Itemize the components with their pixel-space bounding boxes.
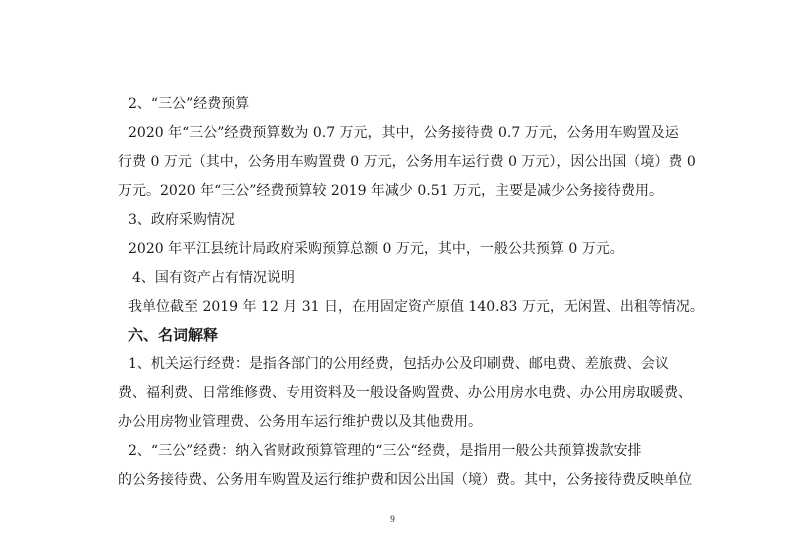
paragraph-line: 我单位截至 2019 年 12 月 31 日，在用固定资产原值 140.83 万元，无闲置、出租等情况。 [128,299,704,315]
paragraph-line: 万元。2020 年“三公”经费预算较 2019 年减少 0.51 万元，主要是减少公务接待费用。 [118,183,663,199]
paragraph-line: 2020 年平江县统计局政府采购预算总额 0 万元，其中，一般公共预算 0 万元。 [128,241,624,257]
paragraph-line: 2、“三公”经费：纳入省财政预算管理的“三公“经费，是指用一般公共预算拨款安排 [128,443,642,459]
heading-sangong-budget: 2、“三公”经费预算 [128,96,250,112]
paragraph-line: 的公务接待费、公务用车购置及运行维护费和因公出国（境）费。其中，公务接待费反映单位 [118,472,692,488]
paragraph-line: 费、福利费、日常维修费、专用资料及一般设备购置费、办公用房水电费、办公用房取暖费、 [118,385,692,401]
heading-state-assets: 4、国有资产占有情况说明 [132,270,295,286]
paragraph-line: 行费 0 万元（其中，公务用车购置费 0 万元，公务用车运行费 0 万元），因公出国（境）费 0 [118,154,696,170]
page-number: 9 [390,514,395,524]
paragraph-line: 2020 年“三公”经费预算数为 0.7 万元，其中，公务接待费 0.7 万元，公务用车购置及运 [128,125,679,141]
paragraph-line: 办公用房物业管理费、公务用车运行维护费以及其他费用。 [118,414,482,430]
paragraph-line: 1、机关运行经费：是指各部门的公用经费，包括办公及印刷费、邮电费、差旅费、会议 [128,356,669,372]
heading-procurement: 3、政府采购情况 [128,212,235,228]
section-heading-glossary: 六、名词解释 [128,326,219,344]
